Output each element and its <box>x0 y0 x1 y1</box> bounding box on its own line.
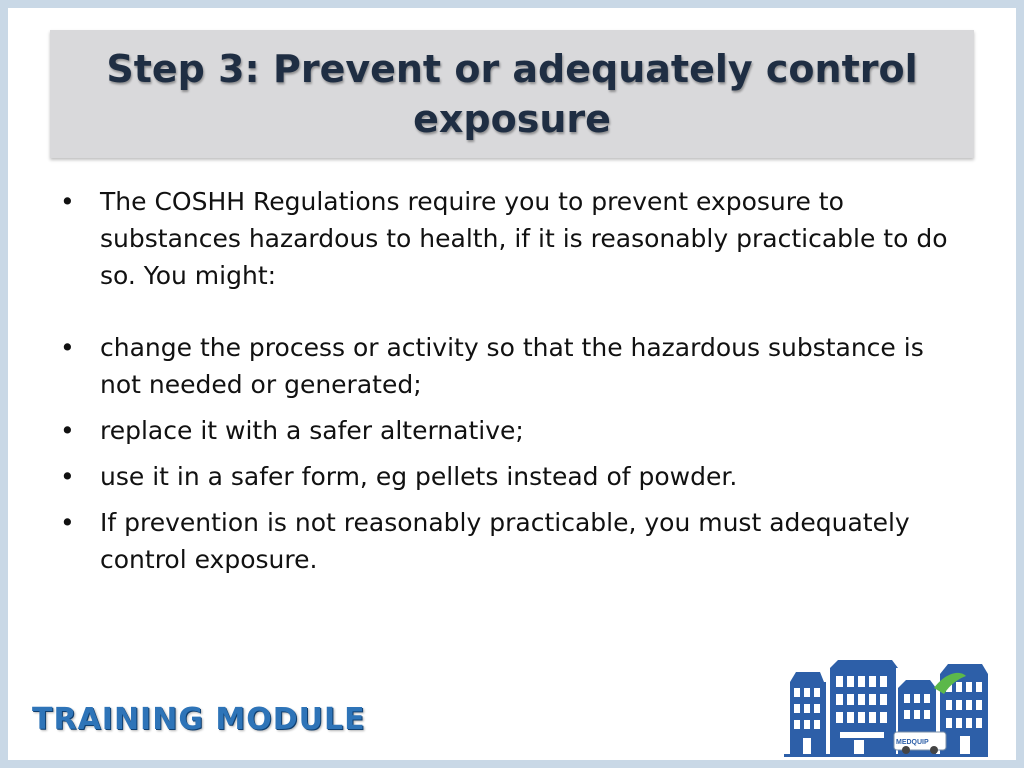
footer-training-module-label: TRAINING MODULE <box>32 702 366 737</box>
list-item <box>56 329 956 403</box>
list-item <box>56 504 956 578</box>
slide <box>8 8 1016 760</box>
title-bar <box>50 30 974 158</box>
logo-text: MEDQUIP <box>896 739 929 746</box>
bullet-point-icon: • <box>60 462 75 491</box>
bullet-text: replace it with a safer alternative; <box>100 416 524 445</box>
list-item <box>56 458 956 495</box>
bullet-text: change the process or activity so that the hazardous substance is not needed or generated; <box>100 333 924 399</box>
bullet-point-icon: • <box>60 416 75 445</box>
bullet-list <box>56 183 956 587</box>
list-item <box>56 183 956 294</box>
bullet-text: The COSHH Regulations require you to prevent exposure to substances hazardous to health, if it is reasonably practicable to do so. You might: <box>100 187 948 290</box>
bullet-point-icon: • <box>60 508 75 537</box>
bullet-point-icon: • <box>60 333 75 362</box>
slide-title: Step 3: Prevent or adequately control exposure <box>106 47 918 141</box>
town-buildings-logo-icon <box>784 654 988 758</box>
bullet-text: use it in a safer form, eg pellets instead of powder. <box>100 462 738 491</box>
bullet-point-icon: • <box>60 187 75 216</box>
bullet-text: If prevention is not reasonably practicable, you must adequately control exposure. <box>100 508 910 574</box>
list-item <box>56 412 956 449</box>
